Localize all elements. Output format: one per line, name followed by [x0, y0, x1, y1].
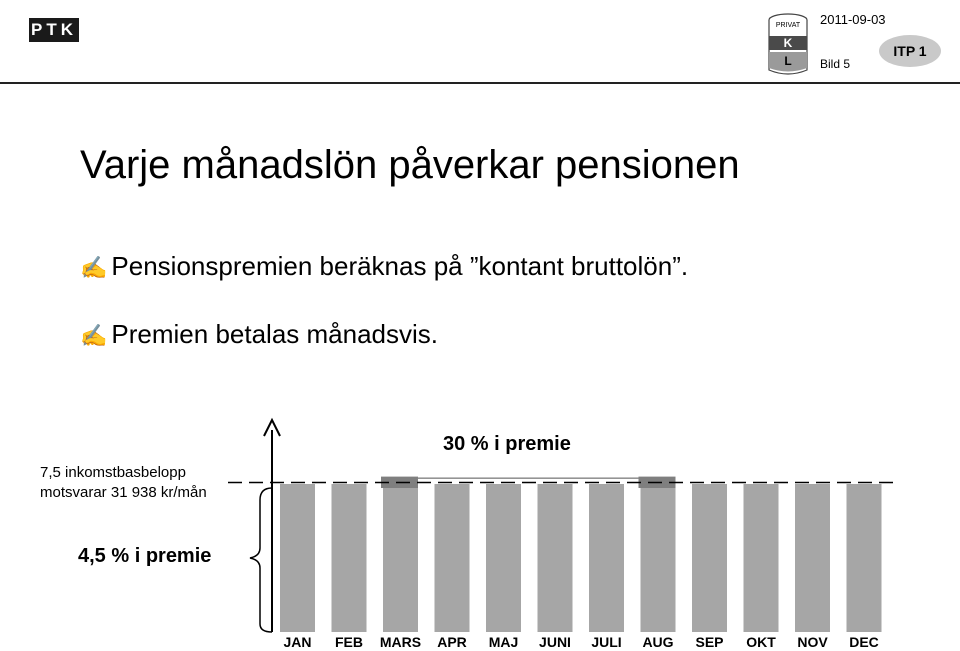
slide-title: Varje månadslön påverkar pensionen [80, 143, 740, 187]
bar-sep [692, 484, 727, 632]
bullet-2-text: Premien betalas månadsvis. [111, 319, 439, 349]
tick-label-juli: JULI [591, 634, 622, 650]
bar-mars [383, 484, 418, 632]
bar-feb [332, 484, 367, 632]
svg-text:PRIVAT: PRIVAT [775, 22, 801, 29]
bar-okt [744, 484, 779, 632]
tick-label-okt: OKT [746, 634, 776, 650]
tick-label-maj: MAJ [488, 634, 519, 650]
tick-label-nov: NOV [797, 634, 828, 650]
bar-jan [280, 484, 315, 632]
base-premium-label: 4,5 % i premie [78, 545, 212, 567]
tick-label-juni: JUNI [539, 634, 571, 650]
tick-label-jan: JAN [283, 634, 312, 650]
tick-label-aug: AUG [642, 634, 674, 650]
bar-nov [795, 484, 830, 632]
date-label: 2011-09-03 [820, 12, 886, 27]
threshold-label-line-2: motsvarar 31 938 kr/mån [40, 484, 207, 501]
bar-juli [589, 484, 624, 632]
bar-maj [486, 484, 521, 632]
svg-text:L: L [784, 54, 792, 68]
bar-dec [847, 484, 882, 632]
tick-label-feb: FEB [335, 634, 363, 650]
bar-juni [538, 484, 573, 632]
slide-number: Bild 5 [820, 57, 851, 71]
bar-aug [641, 484, 676, 632]
itp-badge: ITP 1 [879, 35, 941, 67]
tick-label-sep: SEP [695, 634, 724, 650]
bullet-1-text: Pensionspremien beräknas på ”kontant bruttolön”. [111, 251, 689, 281]
pen-icon: ✍ [80, 255, 108, 280]
excess-premium-label: 30 % i premie [443, 433, 571, 455]
svg-text:K: K [783, 36, 793, 50]
tick-label-apr: APR [437, 634, 467, 650]
brace-shape [250, 488, 272, 632]
pen-icon: ✍ [80, 323, 108, 348]
tick-label-dec: DEC [849, 634, 879, 650]
bar-apr [435, 484, 470, 632]
tick-label-mars: MARS [379, 634, 422, 650]
ptk-logo: PTK [29, 18, 79, 42]
threshold-label-line-1: 7,5 inkomstbasbelopp [40, 464, 186, 481]
